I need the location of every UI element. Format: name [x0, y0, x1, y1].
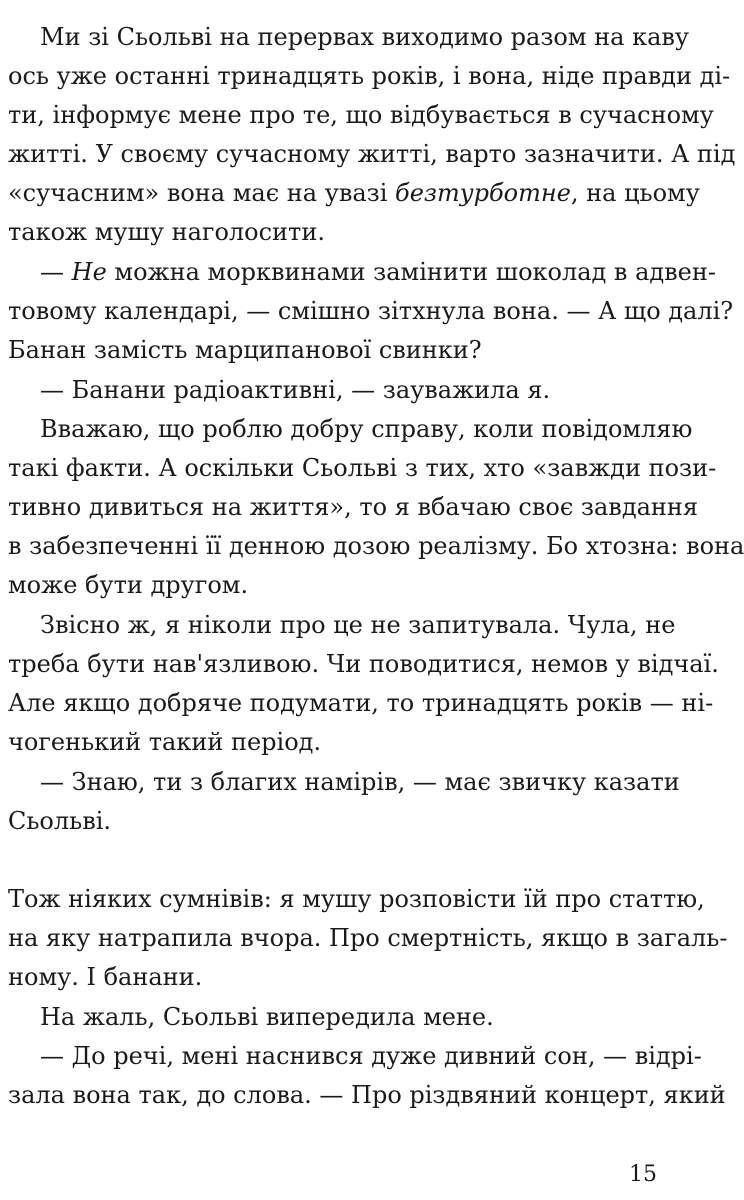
text-line: такі факти. А оскільки Сьольві з тих, хто «завжди пози-	[8, 454, 717, 482]
text-line: ти, інформує мене про те, що відбувається в сучасному	[8, 101, 714, 129]
text-line: «сучасним» вона має на увазі безтурботне, на цьому	[8, 179, 700, 207]
text-line: Банан замість марципанової свинки?	[8, 336, 482, 364]
text-line: — Не можна морквинами замінити шоколад в адвен-	[40, 258, 716, 286]
text-line: — Банани радіоактивні, — зауважила я.	[40, 376, 551, 404]
text-line: Ми зі Сьольві на перервах виходимо разом на каву	[40, 23, 690, 51]
text-line: ось уже останні тринадцять років, і вона, ніде правди ді-	[8, 62, 731, 90]
text-line: на яку натрапила вчора. Про смертність, якщо в загаль-	[8, 924, 728, 952]
text-line: також мушу наголосити.	[8, 218, 325, 246]
page-number: 15	[629, 1162, 657, 1187]
text-line: — Знаю, ти з благих намірів, — має звичку казати	[40, 768, 680, 796]
text-line: На жаль, Сьольві випередила мене.	[40, 1003, 494, 1031]
text-line: Звісно ж, я ніколи про це не запитувала. Чула, не	[40, 611, 676, 639]
text-line: Сьольві.	[8, 807, 112, 835]
text-line: — До речі, мені наснився дуже дивний сон, — відрі-	[40, 1042, 702, 1070]
text-line: Але якщо добряче подумати, то тринадцять років — ні-	[8, 689, 714, 717]
text-line: зала вона так, до слова. — Про різдвяний концерт, який	[8, 1081, 726, 1109]
text-line: в забезпеченні її денною дозою реалізму. Бо хтозна: вона	[8, 532, 744, 560]
text-line: житті. У своєму сучасному житті, варто зазначити. А під	[8, 140, 736, 168]
text-line: ному. І банани.	[8, 963, 203, 991]
text-line: Тож ніяких сумнівів: я мушу розповісти їй про статтю,	[8, 885, 705, 913]
text-line: тивно дивиться на життя», то я вбачаю своє завдання	[8, 493, 699, 521]
text-line: чогенький такий період.	[8, 728, 322, 756]
text-line: Вважаю, що роблю добру справу, коли повідомляю	[40, 415, 693, 443]
text-line: треба бути нав'язливою. Чи поводитися, немов у відчаї.	[8, 650, 719, 678]
text-line: може бути другом.	[8, 571, 249, 599]
text-line: товому календарі, — смішно зітхнула вона. — А що далі?	[8, 297, 734, 325]
